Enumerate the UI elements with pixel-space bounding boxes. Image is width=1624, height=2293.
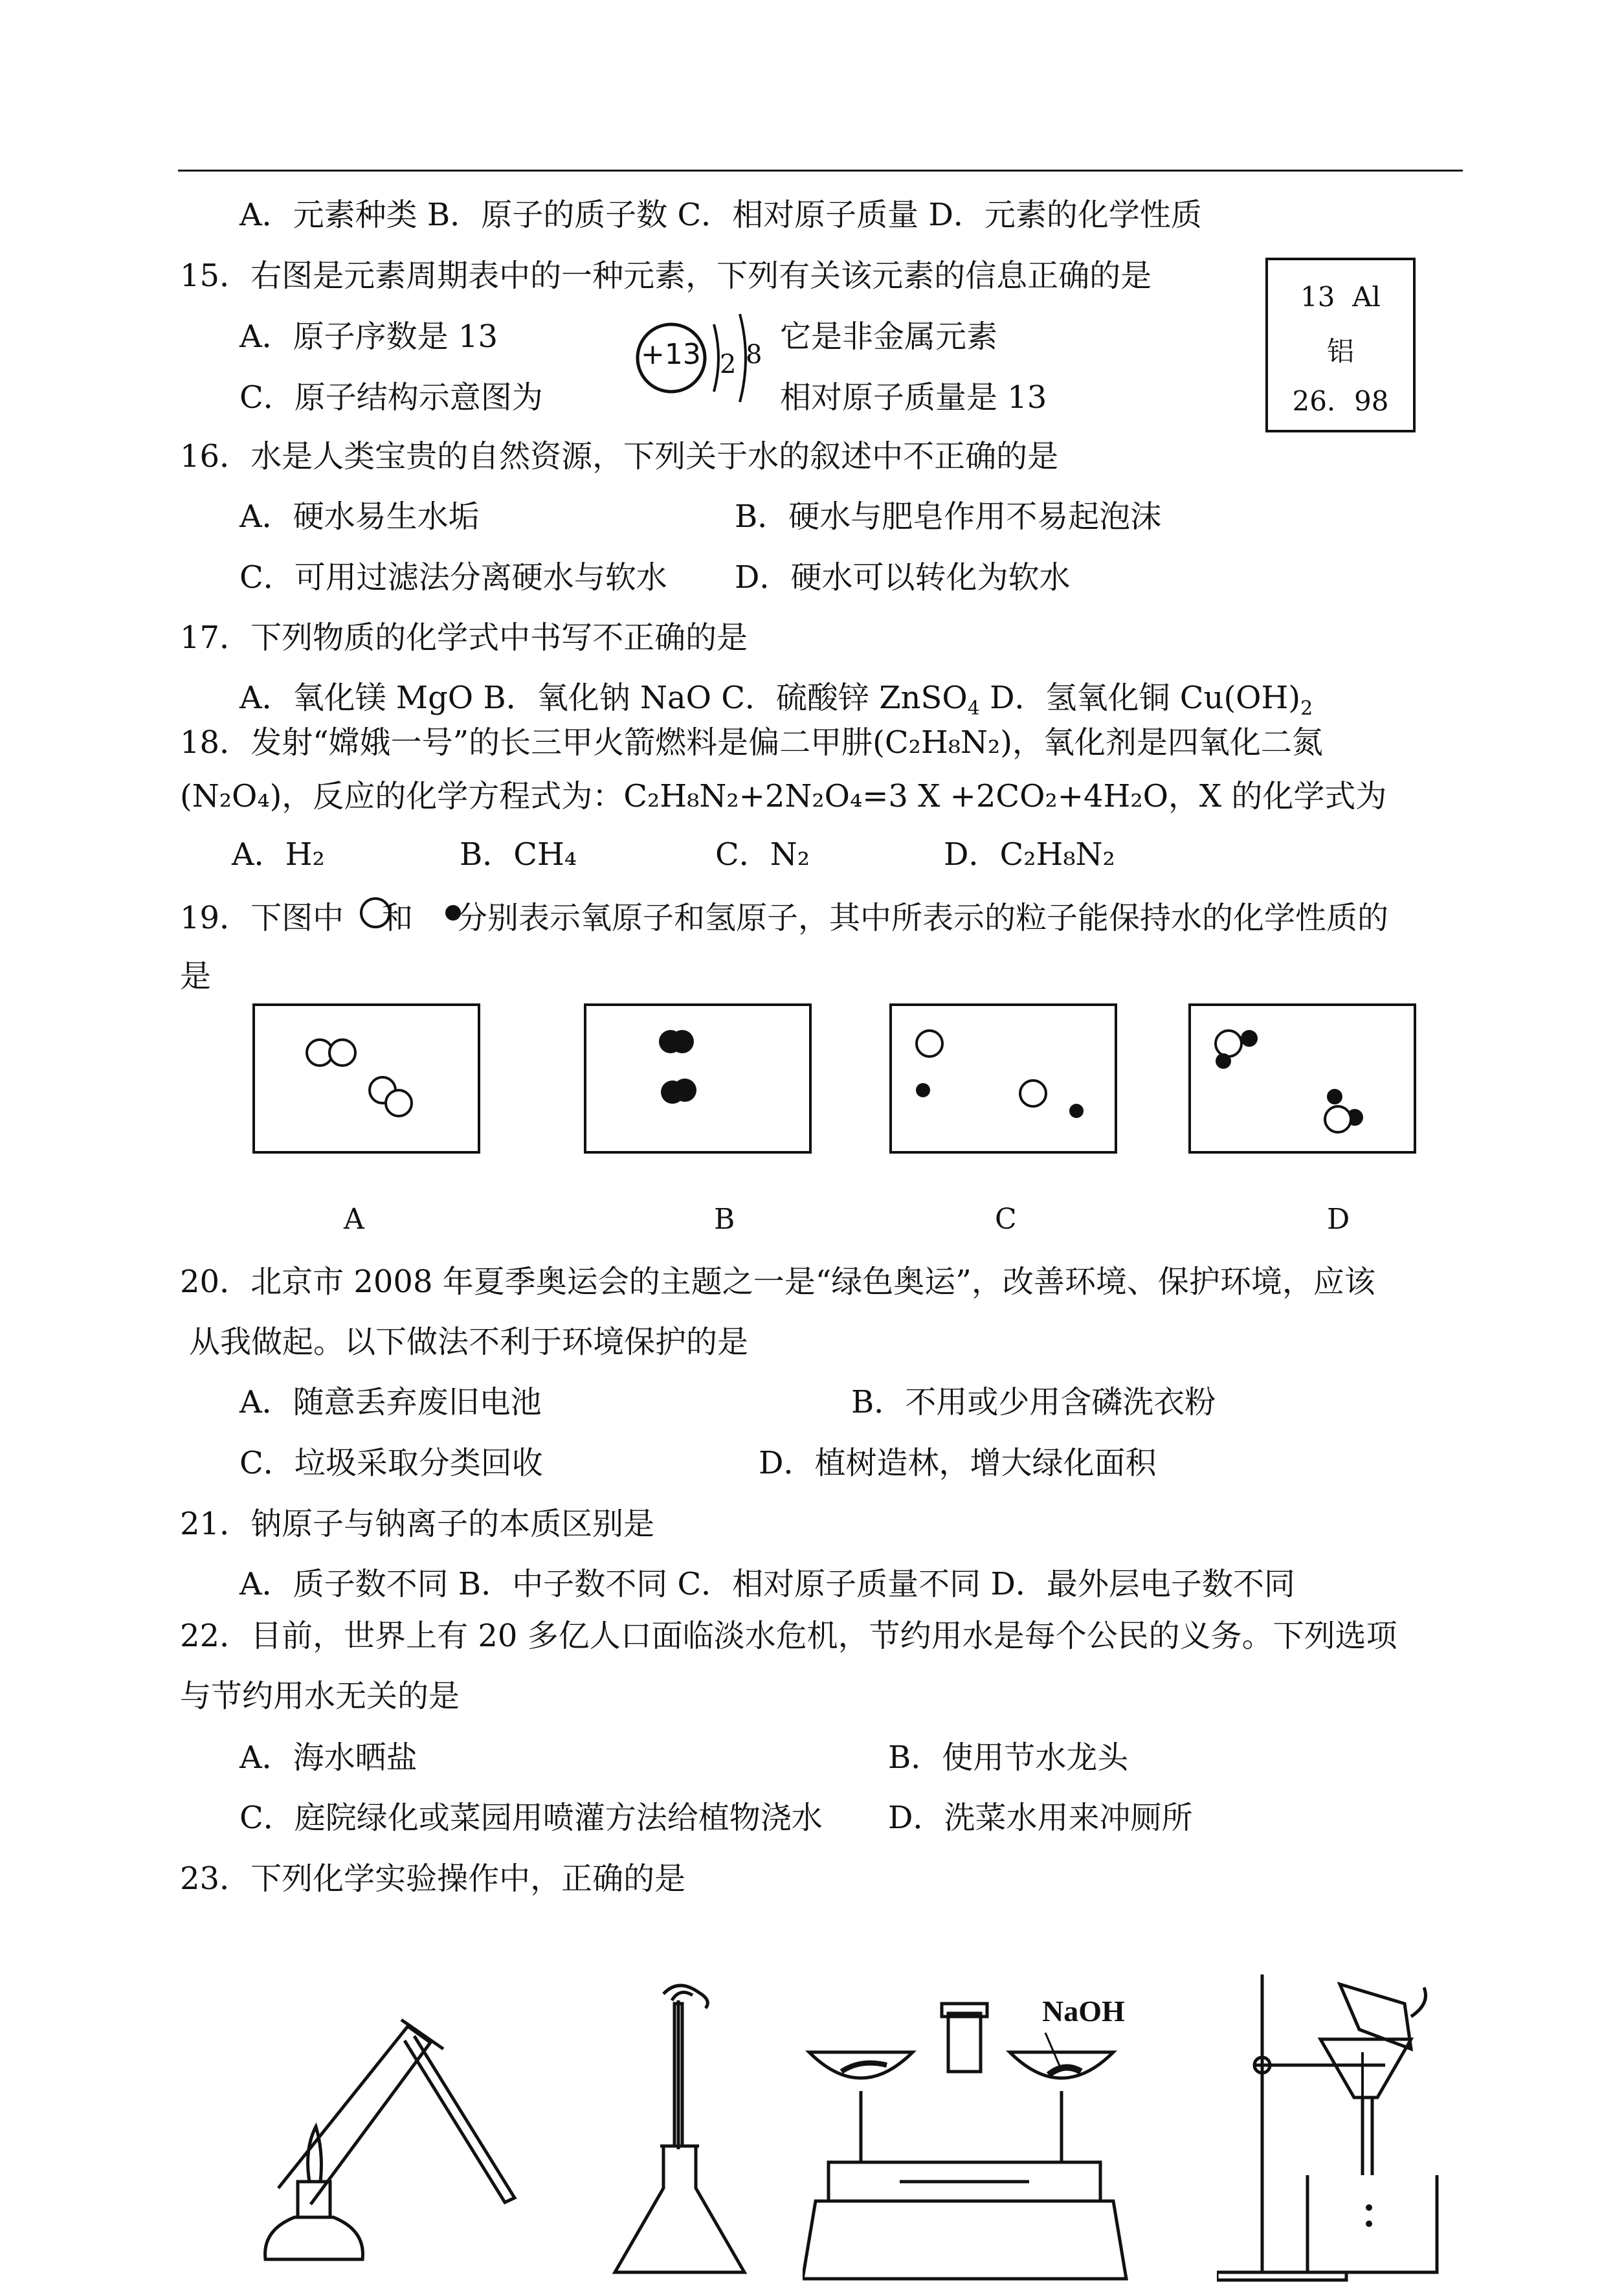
- q18-stem-line1: 18．发射“嫦娥一号”的长三甲火箭燃料是偏二甲肼(C₂H₈N₂)，氧化剂是四氧化二氮: [180, 724, 1323, 761]
- q19-stem-pre: 19．下图中: [180, 900, 344, 936]
- balance-illustration: [803, 1994, 1139, 2285]
- q16-option-b: B．硬水与肥皂作用不易起泡沫: [735, 498, 1162, 535]
- molecule-c-diagram: [892, 1006, 1115, 1151]
- molecule-d-diagram: [1191, 1006, 1414, 1151]
- q18-option-d: D．C₂H₈N₂: [944, 836, 1115, 873]
- q15-option-a: A．原子序数是 13: [239, 319, 498, 355]
- q18-stem-line2: (N₂O₄)，反应的化学方程式为：C₂H₈N₂+2N₂O₄=3 X +2CO₂+4H₂O，X 的化学式为: [180, 778, 1387, 814]
- nucleus-charge: +13: [641, 338, 701, 371]
- q15-stem: 15．右图是元素周期表中的一种元素，下列有关该元素的信息正确的是: [180, 258, 1152, 294]
- q16-option-a: A．硬水易生水垢: [239, 498, 480, 535]
- q22-option-c: C．庭院绿化或菜园用喷灌方法给植物浇水: [239, 1800, 823, 1836]
- q22-option-a: A．海水晒盐: [239, 1739, 417, 1776]
- q15-option-b: 它是非金属元素: [780, 319, 998, 355]
- q17-option-b: B．氧化钠 NaO: [483, 680, 711, 716]
- molecule-label-b: B: [714, 1203, 735, 1236]
- q22-stem-line2: 与节约用水无关的是: [180, 1678, 460, 1714]
- q20-option-d: D．植树造林，增大绿化面积: [759, 1445, 1157, 1481]
- header-rule: [178, 170, 1463, 172]
- q17-stem: 17．下列物质的化学式中书写不正确的是: [180, 620, 748, 656]
- q15-option-c: C．原子结构示意图为: [239, 379, 543, 416]
- element-card: [1265, 258, 1416, 432]
- molecule-b-diagram: [586, 1006, 809, 1151]
- q22-stem-line1: 22．目前，世界上有 20 多亿人口面临淡水危机，节约用水是每个公民的义务。下列选项: [180, 1618, 1397, 1654]
- molecule-box-b: [584, 1003, 812, 1154]
- q16-option-c: C．可用过滤法分离硬水与软水: [239, 559, 667, 596]
- q18-option-b: B．CH₄: [460, 836, 577, 873]
- shell-2-electrons: 8: [746, 340, 762, 370]
- q17-option-a: A．氧化镁 MgO: [239, 680, 474, 716]
- q22-option-d: D．洗菜水用来冲厕所: [888, 1800, 1193, 1836]
- element-name: 铝: [1326, 335, 1354, 367]
- molecule-box-d: [1188, 1003, 1416, 1154]
- q19-stem-line2: 是: [180, 958, 212, 994]
- q17-option-c: C．硫酸锌 ZnSO$_4$: [721, 680, 980, 720]
- q17-option-d: D．氢氧化铜 $Cu(OH)_2$: [990, 680, 1313, 720]
- q23-stem: 23．下列化学实验操作中，正确的是: [180, 1861, 686, 1897]
- q22-option-b: B．使用节水龙头: [888, 1739, 1129, 1776]
- molecule-label-c: C: [995, 1203, 1017, 1236]
- element-number: 13: [1300, 281, 1335, 313]
- q16-option-d: D．硬水可以转化为软水: [735, 559, 1071, 596]
- q19-stem-post: 分别表示氧原子和氢原子，其中所表示的粒子能保持水的化学性质的: [456, 900, 1389, 936]
- flask-splint-illustration: [602, 1981, 757, 2285]
- q15-option-d: 相对原子质量是 13: [780, 379, 1047, 416]
- q21-stem: 21．钠原子与钠离子的本质区别是: [180, 1506, 655, 1542]
- q20-stem-line2: 从我做起。以下做法不利于环境保护的是: [189, 1324, 749, 1360]
- q20-option-b: B．不用或少用含磷洗衣粉: [851, 1384, 1216, 1420]
- molecule-label-a: A: [344, 1203, 364, 1236]
- molecule-label-d: D: [1327, 1203, 1350, 1236]
- heating-test-tube-illustration: [259, 1974, 531, 2279]
- q18-option-a: A．H₂: [232, 836, 325, 873]
- q21-options: A．质子数不同 B．中子数不同 C．相对原子质量不同 D．最外层电子数不同: [239, 1566, 1295, 1602]
- q20-stem-line1: 20．北京市 2008 年夏季奥运会的主题之一是“绿色奥运”，改善环境、保护环境，应该: [180, 1264, 1375, 1300]
- q14-options: A．元素种类 B．原子的质子数 C．相对原子质量 D．元素的化学性质: [239, 197, 1202, 233]
- molecule-box-a: [252, 1003, 480, 1154]
- naoh-label: NaOH: [1042, 1995, 1125, 2028]
- q17-options: [239, 678, 1313, 720]
- q20-option-c: C．垃圾采取分类回收: [239, 1445, 543, 1481]
- q18-option-c: C．N₂: [715, 836, 810, 873]
- filtration-illustration: [1217, 1968, 1463, 2285]
- q19-stem-mid: 和: [382, 900, 414, 936]
- molecule-a-diagram: [255, 1006, 478, 1151]
- element-mass: 26．98: [1292, 385, 1389, 417]
- q20-option-a: A．随意丢弃废旧电池: [239, 1384, 542, 1420]
- q16-stem: 16．水是人类宝贵的自然资源，下列关于水的叙述中不正确的是: [180, 438, 1059, 475]
- molecule-box-c: [889, 1003, 1117, 1154]
- shell-1-electrons: 2: [720, 350, 737, 379]
- element-symbol: Al: [1352, 281, 1381, 313]
